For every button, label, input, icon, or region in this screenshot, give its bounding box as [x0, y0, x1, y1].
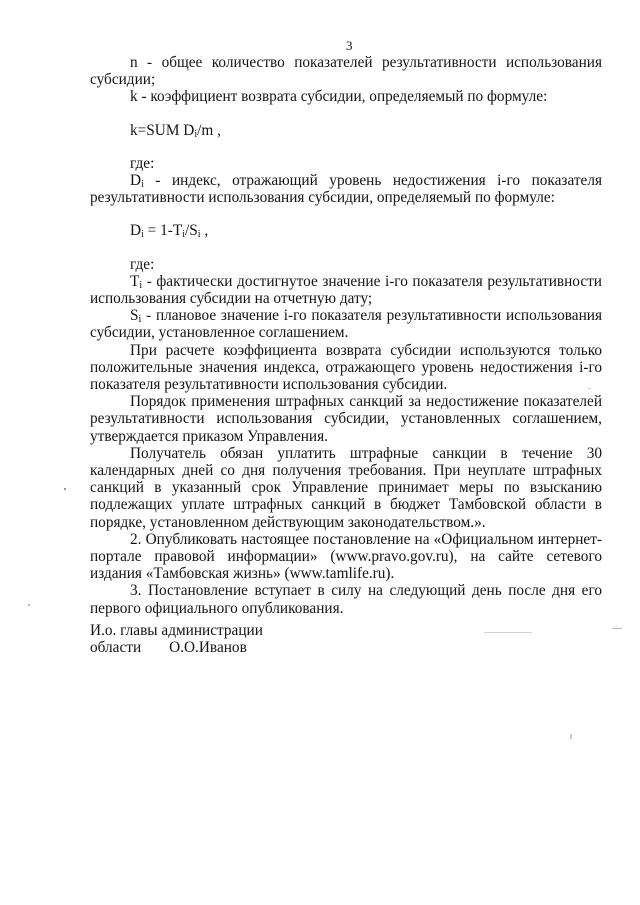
ti-description: - фактически достигнутое значение i-го показателя результативности использования субсидии на отчетную дату; [90, 272, 602, 308]
where-label-2: где: [130, 255, 155, 273]
ti-symbol: T [130, 272, 140, 290]
formula-d-slash: /S [185, 222, 198, 240]
paragraph-di-definition [90, 172, 602, 206]
formula-d-mid: = 1-T [143, 222, 183, 240]
formula-k-tail: /m , [197, 121, 221, 139]
paragraph-ti-definition [90, 273, 602, 307]
formula-d-text: D [130, 222, 142, 240]
document-body [90, 54, 602, 617]
scan-speck [612, 628, 622, 629]
paragraph-n-definition: n - общее количество показателей результативности использования субсидии; [90, 54, 602, 89]
scan-speck [588, 388, 591, 389]
di-subscript: i [141, 179, 144, 191]
si-subscript: i [138, 314, 142, 326]
formula-d-subscript-1: i [141, 229, 144, 241]
di-description: - индекс, отражающий уровень недостижения i-го показателя результативности использования субсидии, определяемый по формуле: [90, 172, 602, 207]
si-description: - плановое значение i-го показателя результативности использования субсидии, установленное соглашением. [90, 307, 602, 342]
paragraph-positive-values: При расчете коэффициента возврата субсидии используются только положительные значения индекса, отражающего уровень недостижения i-го показателя результативности использования субсидии. [90, 341, 602, 394]
formula-k [90, 122, 602, 139]
si-symbol: S [130, 307, 139, 325]
ti-subscript: i [139, 279, 143, 291]
paragraph-recipient-obligation: Получатель обязан уплатить штрафные санкции в течение 30 календарных дней со дня получения требования. При неуплате штрафных санкций в указанный срок Управление принимает меры по взысканию подлежащих уплате штрафных санкций в бюджет Тамбовской области в порядке, установленном действующим законодательством.». [90, 444, 602, 531]
formula-d [90, 222, 602, 239]
paragraph-penalty-procedure: Порядок применения штрафных санкций за недостижение показателей результативности использования субсидии, установленных соглашением, утверждается приказом Управления. [90, 393, 602, 445]
signature-position-region: области [90, 639, 142, 657]
scan-speck [570, 734, 572, 739]
paragraph-entry-into-force: 3. Постановление вступает в силу на следующий день после дня его первого официального опубликования. [90, 582, 602, 617]
paragraph-publication: 2. Опубликовать настоящее постановление на «Официальном интернет-портале правовой информации» (www.pravo.gov.ru), на сайте сетевого издания «Тамбовская жизнь» (www.tamlife.ru). [90, 530, 602, 583]
signature-block [90, 622, 263, 656]
signature-position-line-1: И.о. главы администрации [90, 622, 263, 639]
signatory-name: О.О.Иванов [169, 639, 247, 657]
di-symbol: D [130, 172, 142, 190]
scan-speck [64, 488, 66, 490]
formula-d-tail: , [200, 222, 209, 240]
scan-speck [484, 632, 532, 633]
page-number: 3 [346, 38, 353, 53]
paragraph-si-definition [90, 307, 602, 341]
paragraph-k-definition: k - коэффициент возврата субсидии, определяемый по формуле: [130, 88, 548, 106]
scan-speck [28, 604, 30, 606]
formula-k-subscript: i [194, 128, 198, 140]
formula-d-subscript-3: i [197, 229, 201, 241]
formula-d-subscript-2: i [182, 229, 185, 241]
where-label-1: где: [130, 154, 155, 172]
formula-k-text: k=SUM D [130, 121, 195, 139]
signature-position-line-2 [90, 639, 263, 656]
